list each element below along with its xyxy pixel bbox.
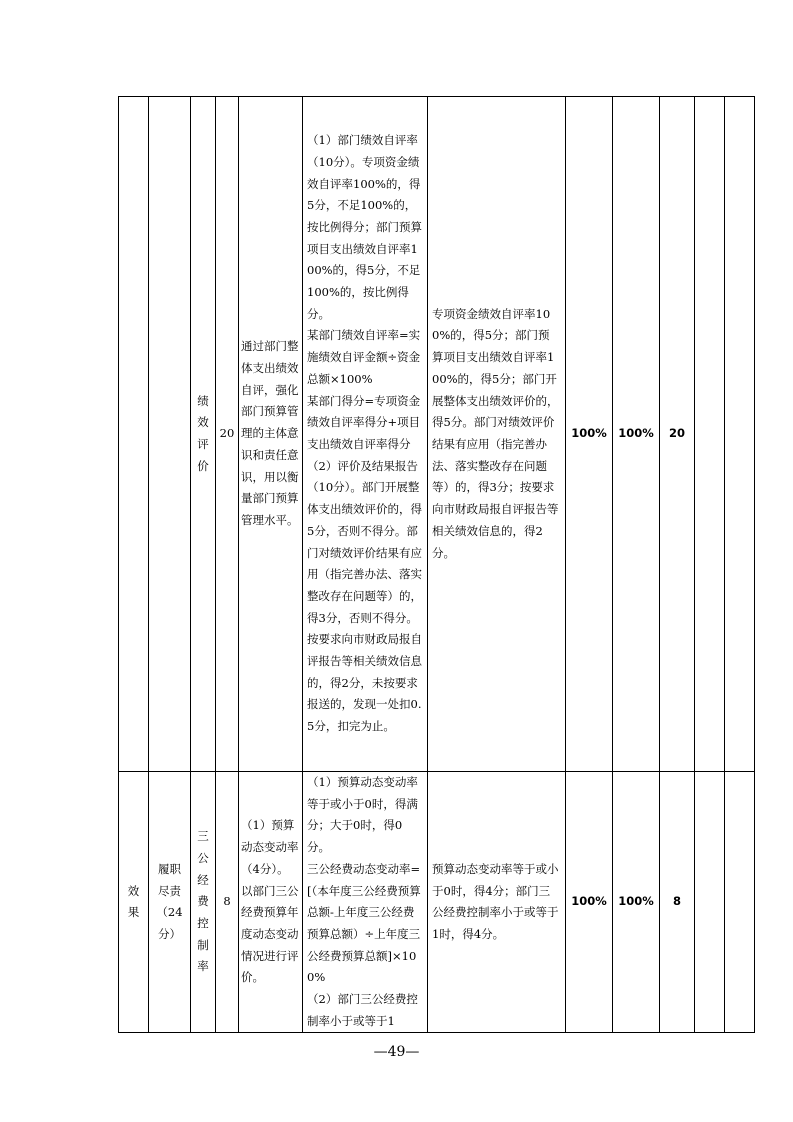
scoring-standard-cell: 预算动态变动率等于或小于0时，得4分；部门三公经费控制率小于或等于1时，得4分。: [428, 772, 566, 1033]
value-cell-2: 100%: [613, 772, 660, 1033]
first-level-indicator-cell: 效果: [119, 772, 149, 1033]
second-level-indicator-label: 履职尽责（24分）: [156, 861, 183, 941]
value-cell-3: 20: [660, 97, 695, 772]
second-level-indicator-cell: [149, 97, 191, 772]
scoring-standard-cell: 专项资金绩效自评率100%的，得5分；部门预算项目支出绩效自评率100%的，得5分；部门开展整体支出绩效评价的，得5分。部门对绩效评价结果有应用（指完善办法、落实整改存在问题等）的，得3分；按要求向市财政局报自评报告等相关绩效信息的，得2分。: [428, 97, 566, 772]
scoring-criteria-cell: （1）部门绩效自评率（10分）。专项资金绩效自评率100%的，得5分，不足100%的，按比例得分；部门预算项目支出绩效自评率100%的，得5分，不足100%的，按比例得分。 某部门绩效自评率=实施绩效自评金额÷资金总额×100% 某部门得分=专项资金绩效自评率得分+项目支出绩效自评率得分 （2）评价及结果报告（10分）。部门开展整体支出绩效评价的，得5分，否则不得分。部门对绩效评价结果有应用（指完善办法、落实整改存在问题等）的，得3分，否则不得分。按要求向市财政局报自评报告等相关绩效信息的，得2分，未按要求报送的，发现一处扣0.5分，扣完为止。: [303, 97, 428, 772]
value-cell-2: 100%: [613, 97, 660, 772]
indicator-description-cell: 通过部门整体支出绩效自评，强化部门预算管理的主体意识和责任意识，用以衡量部门预算管理水平。: [239, 97, 303, 772]
indicator-description-cell: （1）预算动态变动率（4分）。以部门三公经费预算年度动态变动情况进行评价。: [239, 772, 303, 1033]
third-level-indicator-cell: 绩效评价: [191, 97, 216, 772]
value-cell-3: 8: [660, 772, 695, 1033]
score-cell: 20: [216, 97, 239, 772]
table-row: [119, 772, 755, 1033]
evaluation-table: [118, 96, 755, 1033]
value-cell-4: [695, 97, 725, 772]
scoring-criteria-cell: （1）预算动态变动率等于或小于0时，得满分；大于0时，得0分。 三公经费动态变动率=[（本年度三公经费预算总额-上年度三公经费预算总额）÷上年度三公经费预算总额]×100% （2）部门三公经费控制率小于或等于1: [303, 772, 428, 1033]
second-level-indicator-cell: [149, 772, 191, 1033]
value-cell-4: [695, 772, 725, 1033]
score-cell: 8: [216, 772, 239, 1033]
value-cell-1: 100%: [566, 97, 613, 772]
value-cell-5: [725, 772, 755, 1033]
first-level-indicator-cell: [119, 97, 149, 772]
page-number: —49—: [373, 1044, 420, 1060]
third-level-indicator-cell: 三公经费控制率: [191, 772, 216, 1033]
table-row: [119, 97, 755, 772]
value-cell-1: 100%: [566, 772, 613, 1033]
value-cell-5: [725, 97, 755, 772]
